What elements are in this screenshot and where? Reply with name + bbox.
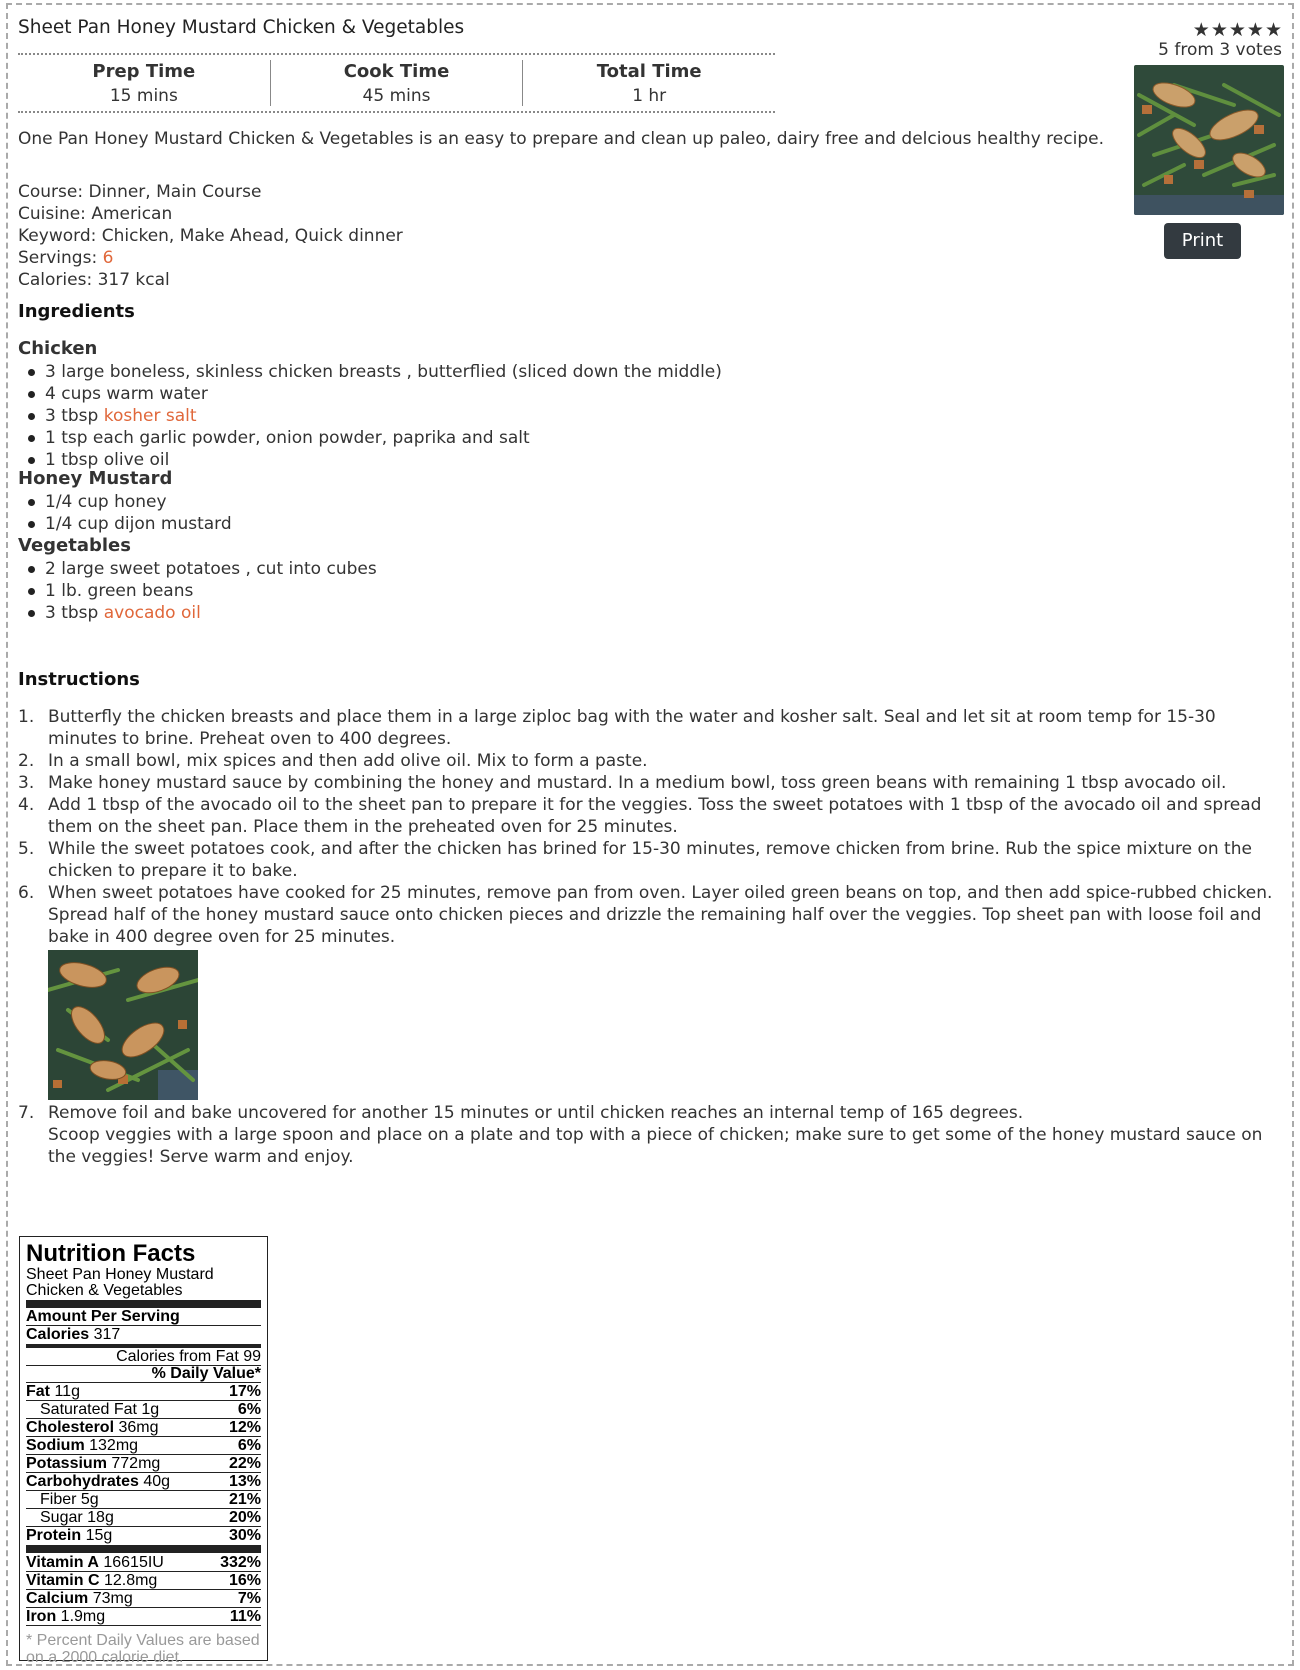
meta-calories bbox=[18, 269, 403, 291]
ingredient-group-title: Vegetables bbox=[18, 535, 131, 556]
recipe-card bbox=[6, 3, 1294, 1666]
nutrient-label bbox=[26, 1383, 80, 1400]
nutrient-name: Saturated Fat bbox=[40, 1401, 137, 1418]
calories-from-fat: Calories from Fat 99 bbox=[26, 1349, 261, 1366]
ingredients-heading: Ingredients bbox=[18, 301, 135, 322]
rating-votes: 5 from 3 votes bbox=[1158, 40, 1282, 60]
ingredient-text: 4 cups warm water bbox=[45, 384, 208, 404]
nutrient-amount: 16615IU bbox=[103, 1554, 164, 1571]
step-number: 1. bbox=[18, 707, 35, 727]
instructions-heading: Instructions bbox=[18, 669, 140, 690]
recipe-title: Sheet Pan Honey Mustard Chicken & Vegetables bbox=[18, 17, 465, 38]
nutrient-amount: 18g bbox=[87, 1509, 114, 1526]
nutrition-row-sugar bbox=[26, 1509, 261, 1527]
nutrient-label bbox=[26, 1491, 99, 1508]
ingredient-text: 3 large boneless, skinless chicken breasts , butterflied (sliced down the middle) bbox=[45, 362, 722, 382]
meta-value: Chicken, Make Ahead, Quick dinner bbox=[101, 226, 403, 246]
ingredient-item bbox=[18, 558, 377, 580]
meta-label: Course: bbox=[18, 182, 84, 202]
nutrient-label bbox=[26, 1608, 105, 1625]
nutrient-name: Sodium bbox=[26, 1437, 85, 1454]
instruction-step bbox=[18, 882, 1283, 1100]
nutrient-label bbox=[26, 1554, 164, 1571]
step-photo bbox=[48, 950, 198, 1100]
daily-value-header: % Daily Value* bbox=[26, 1366, 261, 1383]
nutrient-amount: 15g bbox=[85, 1527, 113, 1544]
ingredient-text: 1 tbsp olive oil bbox=[45, 450, 170, 470]
step-text: Scoop veggies with a large spoon and place on a plate and top with a piece of chicken; make sure to get some of the honey mustard sauce on the veggies! Serve warm and enjoy. bbox=[48, 1125, 1263, 1167]
ingredient-list bbox=[18, 491, 232, 535]
sheet-pan-photo bbox=[1134, 65, 1284, 215]
step-number: 6. bbox=[18, 883, 35, 903]
nutrition-row-vitamin-a bbox=[26, 1554, 261, 1572]
nutrition-divider bbox=[26, 1545, 261, 1553]
calories-value: 317 bbox=[93, 1326, 121, 1343]
meta-value: American bbox=[91, 204, 173, 224]
step-number: 7. bbox=[18, 1103, 35, 1123]
total-time bbox=[522, 60, 775, 106]
step-text: While the sweet potatoes cook, and after the chicken has brined for 15-30 minutes, remove chicken from brine. Rub the spice mixture on the chicken to prepare it to bake. bbox=[48, 839, 1252, 881]
ingredient-list bbox=[18, 558, 377, 624]
ingredient-text: 3 tbsp bbox=[45, 406, 99, 426]
nutrient-pct: 20% bbox=[228, 1509, 261, 1526]
ingredient-link-avocado-oil[interactable]: avocado oil bbox=[103, 603, 201, 623]
nutrition-divider bbox=[26, 1300, 261, 1308]
nutrition-row-carbohydrates bbox=[26, 1473, 261, 1491]
ingredient-text: 1 tsp each garlic powder, onion powder, paprika and salt bbox=[45, 428, 530, 448]
nutrient-amount: 1.9mg bbox=[60, 1608, 106, 1625]
ingredient-link-kosher-salt[interactable]: kosher salt bbox=[103, 406, 197, 426]
nutrient-pct: 6% bbox=[237, 1437, 261, 1454]
nutrient-amount: 132mg bbox=[89, 1437, 139, 1454]
ingredient-item bbox=[18, 427, 722, 449]
ingredient-text: 3 tbsp bbox=[45, 603, 99, 623]
time-label: Total Time bbox=[596, 60, 702, 82]
nutrient-name: Sugar bbox=[40, 1509, 83, 1526]
step-text: Spread half of the honey mustard sauce onto chicken pieces and drizzle the remaining half over the veggies. Top sheet pan with loose foil and bake in 400 degree oven for 25 minutes. bbox=[48, 905, 1262, 947]
calories-label: Calories bbox=[26, 1326, 90, 1343]
recipe-photo bbox=[1134, 65, 1284, 215]
nutrient-name: Iron bbox=[26, 1608, 57, 1625]
nutrient-amount: 11g bbox=[54, 1383, 80, 1400]
nutrient-label bbox=[26, 1527, 112, 1544]
star-icon[interactable]: ★ bbox=[1192, 19, 1210, 41]
step-text: Remove foil and bake uncovered for another 15 minutes or until chicken reaches an internal temp of 165 degrees. bbox=[48, 1103, 1024, 1123]
step-number: 5. bbox=[18, 839, 35, 859]
ingredient-item bbox=[18, 602, 377, 624]
calories-cell bbox=[26, 1326, 120, 1343]
meta-servings bbox=[18, 247, 403, 269]
time-label: Prep Time bbox=[92, 60, 196, 82]
star-icon[interactable]: ★ bbox=[1228, 19, 1246, 41]
instruction-step bbox=[18, 772, 1283, 794]
nutrient-name: Cholesterol bbox=[26, 1419, 115, 1436]
nutrition-row-potassium bbox=[26, 1455, 261, 1473]
nutrition-row-sodium bbox=[26, 1437, 261, 1455]
amount-per-serving: Amount Per Serving bbox=[26, 1309, 261, 1326]
nutrient-amount: 73mg bbox=[92, 1590, 133, 1607]
nutrient-pct: 17% bbox=[228, 1383, 261, 1400]
ingredient-text: 2 large sweet potatoes , cut into cubes bbox=[45, 559, 377, 579]
step-number: 4. bbox=[18, 795, 35, 815]
ingredient-item bbox=[18, 405, 722, 427]
step-text: In a small bowl, mix spices and then add olive oil. Mix to form a paste. bbox=[48, 751, 648, 771]
recipe-summary: One Pan Honey Mustard Chicken & Vegetables is an easy to prepare and clean up paleo, dairy free and delcious healthy recipe. bbox=[18, 129, 1104, 149]
star-icon[interactable]: ★ bbox=[1264, 19, 1282, 41]
nutrition-row-fiber bbox=[26, 1491, 261, 1509]
instruction-step bbox=[18, 794, 1283, 838]
meta-label: Cuisine: bbox=[18, 204, 86, 224]
time-value: 1 hr bbox=[632, 85, 667, 106]
nutrient-pct: 12% bbox=[228, 1419, 261, 1436]
recipe-meta bbox=[18, 181, 403, 291]
time-label: Cook Time bbox=[343, 60, 450, 82]
ingredient-item bbox=[18, 513, 232, 535]
nutrient-name: Calcium bbox=[26, 1590, 89, 1607]
nutrient-pct: 11% bbox=[229, 1608, 261, 1625]
nutrient-name: Protein bbox=[26, 1527, 82, 1544]
nutrient-name: Fat bbox=[26, 1383, 50, 1400]
nutrient-label bbox=[26, 1419, 159, 1436]
nutrient-name: Vitamin C bbox=[26, 1572, 100, 1589]
instruction-step bbox=[18, 750, 1283, 772]
meta-label: Calories: bbox=[18, 270, 93, 290]
nutrient-pct: 7% bbox=[237, 1590, 261, 1607]
nutrient-label bbox=[26, 1401, 159, 1418]
instruction-step bbox=[18, 838, 1283, 882]
nutrition-row-fat bbox=[26, 1383, 261, 1401]
print-button[interactable]: Print bbox=[1164, 223, 1241, 259]
nutrient-label bbox=[26, 1572, 157, 1589]
nutrition-row-protein bbox=[26, 1527, 261, 1544]
nutrition-row-saturated-fat bbox=[26, 1401, 261, 1419]
nutrition-row-calcium bbox=[26, 1590, 261, 1608]
step-text: Butterfly the chicken breasts and place them in a large ziploc bag with the water and kosher salt. Seal and let sit at room temp for 15-30 minutes to brine. Preheat oven to 400 degrees. bbox=[48, 707, 1216, 749]
ingredient-text: 1/4 cup honey bbox=[45, 492, 167, 512]
nutrient-label bbox=[26, 1509, 114, 1526]
nutrition-row-vitamin-c bbox=[26, 1572, 261, 1590]
meta-cuisine bbox=[18, 203, 403, 225]
star-icon[interactable]: ★ bbox=[1246, 19, 1264, 41]
nutrition-row-cholesterol bbox=[26, 1419, 261, 1437]
instruction-step bbox=[18, 706, 1283, 750]
step-text: Add 1 tbsp of the avocado oil to the sheet pan to prepare it for the veggies. Toss the sweet potatoes with 1 tbsp of the avocado oil and spread them on the sheet pan. Place them in the preheated oven for 25 minutes. bbox=[48, 795, 1262, 837]
recipe-rating bbox=[1158, 21, 1282, 60]
nutrient-amount: 12.8mg bbox=[103, 1572, 158, 1589]
meta-keyword bbox=[18, 225, 403, 247]
nutrient-label bbox=[26, 1437, 138, 1454]
nutrient-name: Fiber bbox=[40, 1491, 77, 1508]
meta-value: Dinner, Main Course bbox=[88, 182, 262, 202]
step-text: Make honey mustard sauce by combining the honey and mustard. In a medium bowl, toss green beans with remaining 1 tbsp avocado oil. bbox=[48, 773, 1227, 793]
nutrient-amount: 40g bbox=[143, 1473, 171, 1490]
ingredient-text: 1/4 cup dijon mustard bbox=[45, 514, 232, 534]
ingredient-item bbox=[18, 383, 722, 405]
nutrient-pct: 30% bbox=[228, 1527, 261, 1544]
step-text: When sweet potatoes have cooked for 25 minutes, remove pan from oven. Layer oiled green beans on top, and then add spice-rubbed chicken. bbox=[48, 883, 1273, 903]
ingredient-item bbox=[18, 580, 377, 602]
cook-time bbox=[270, 60, 523, 106]
nutrient-pct: 16% bbox=[228, 1572, 261, 1589]
nutrition-row-iron bbox=[26, 1608, 261, 1626]
ingredient-text: 1 lb. green beans bbox=[45, 581, 194, 601]
meta-label: Keyword: bbox=[18, 226, 97, 246]
step-number: 2. bbox=[18, 751, 35, 771]
nutrient-amount: 772mg bbox=[111, 1455, 161, 1472]
nutrition-calories-row bbox=[26, 1326, 261, 1343]
step-number: 3. bbox=[18, 773, 35, 793]
time-value: 45 mins bbox=[362, 85, 431, 106]
nutrient-pct: 332% bbox=[220, 1554, 261, 1571]
star-icon[interactable]: ★ bbox=[1210, 19, 1228, 41]
time-value: 15 mins bbox=[109, 85, 178, 106]
instruction-step bbox=[18, 1102, 1283, 1168]
recipe-times bbox=[18, 53, 775, 113]
rating-stars[interactable] bbox=[1158, 21, 1282, 39]
nutrient-label bbox=[26, 1473, 170, 1490]
nutrient-pct: 6% bbox=[237, 1401, 261, 1418]
nutrient-pct: 21% bbox=[228, 1491, 261, 1508]
nutrition-title: Nutrition Facts bbox=[26, 1240, 196, 1267]
prep-time bbox=[18, 60, 270, 106]
nutrient-name: Carbohydrates bbox=[26, 1473, 139, 1490]
servings-adjust[interactable]: 6 bbox=[102, 248, 114, 268]
nutrient-amount: 1g bbox=[141, 1401, 160, 1418]
nutrient-label bbox=[26, 1590, 133, 1607]
meta-label: Servings: bbox=[18, 248, 98, 268]
nutrient-pct: 13% bbox=[228, 1473, 261, 1490]
ingredient-list bbox=[18, 361, 722, 471]
nutrient-amount: 5g bbox=[80, 1491, 99, 1508]
nutrient-label bbox=[26, 1455, 160, 1472]
ingredient-group-title: Honey Mustard bbox=[18, 468, 173, 489]
ingredient-item bbox=[18, 491, 232, 513]
ingredient-item bbox=[18, 361, 722, 383]
nutrient-name: Vitamin A bbox=[26, 1554, 99, 1571]
instruction-list bbox=[18, 706, 1283, 1168]
nutrition-facts bbox=[19, 1236, 268, 1666]
nutrient-name: Potassium bbox=[26, 1455, 107, 1472]
nutrient-pct: 22% bbox=[228, 1455, 261, 1472]
meta-course bbox=[18, 181, 403, 203]
ingredient-group-title: Chicken bbox=[18, 338, 98, 359]
nutrition-recipe-name: Sheet Pan Honey Mustard Chicken & Vegetables bbox=[26, 1266, 214, 1299]
nutrition-footnote: * Percent Daily Values are based on a 2000 calorie diet. bbox=[26, 1632, 260, 1666]
nutrient-amount: 36mg bbox=[118, 1419, 159, 1436]
meta-value: 317 kcal bbox=[97, 270, 170, 290]
